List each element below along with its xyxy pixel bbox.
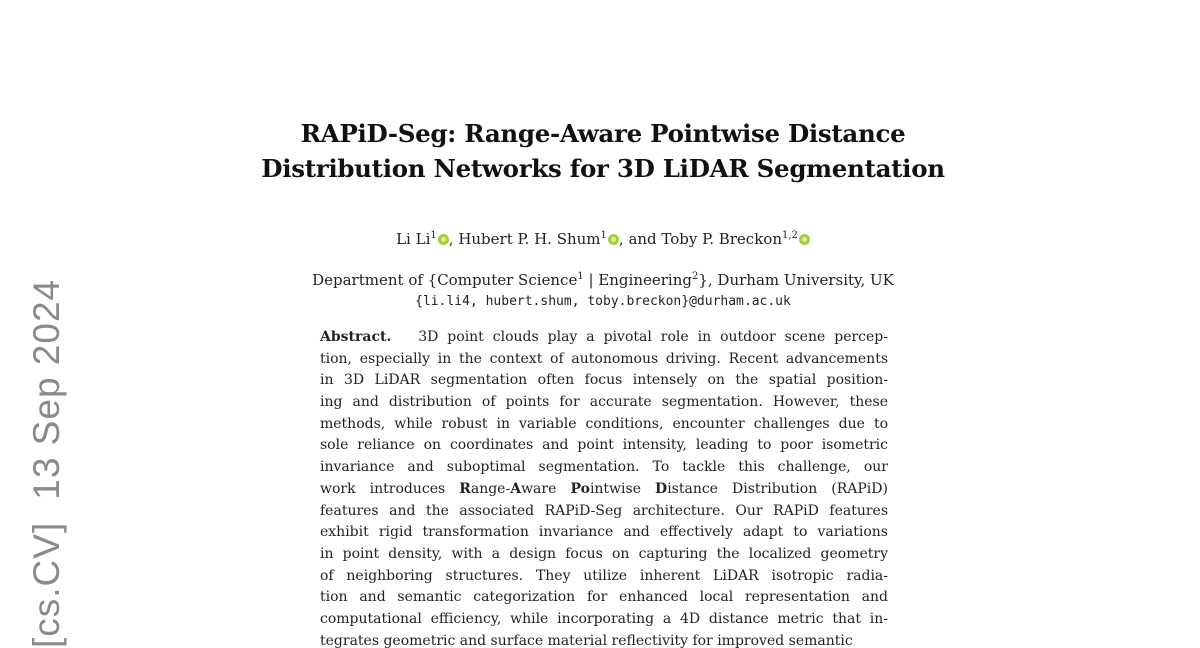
- paper-title: [200, 116, 1006, 186]
- abstract-line: ing and distribution of points for accurate segmentation. However, these: [320, 394, 888, 411]
- author-list: [200, 228, 1006, 250]
- abstract-line: tion, especially in the context of autonomous driving. Recent advancements: [320, 350, 888, 367]
- acronym-letter: R: [459, 480, 471, 497]
- author-separator: ,: [448, 230, 459, 248]
- abstract-line: [320, 479, 888, 501]
- orcid-icon[interactable]: [608, 234, 619, 245]
- abstract: [320, 327, 888, 648]
- abstract-line: tion and semantic categorization for enhanced local representation and: [320, 589, 888, 606]
- abstract-text: work introduces: [320, 480, 460, 497]
- abstract-text: istance Distribution (RAPiD): [667, 480, 888, 497]
- orcid-icon[interactable]: [799, 234, 810, 245]
- paper-title-line-2: Distribution Networks for 3D LiDAR Segmentation: [261, 154, 945, 183]
- affiliation-mark: 2: [691, 271, 699, 282]
- abstract-line: of neighboring structures. They utilize inherent LiDAR isotropic radia-: [320, 567, 888, 584]
- author-name: Hubert P. H. Shum: [458, 230, 601, 248]
- abstract-text: ware: [521, 480, 571, 497]
- arxiv-category: [cs.CV]: [26, 521, 67, 648]
- orcid-icon[interactable]: [438, 234, 449, 245]
- author-emails: {li.li4, hubert.shum, toby.breckon}@durham.ac.uk: [415, 294, 791, 309]
- abstract-line: in point density, with a design focus on capturing the localized geometry: [320, 545, 888, 562]
- acronym-letter: D: [655, 480, 668, 497]
- abstract-line: in 3D LiDAR segmentation often focus intensely on the spatial position-: [320, 372, 888, 389]
- abstract-line: exhibit rigid transformation invariance and effectively adapt to variations: [320, 524, 888, 541]
- abstract-heading: Abstract.: [320, 329, 392, 345]
- affiliation-suffix: }, Durham University, UK: [698, 271, 894, 289]
- arxiv-stamp: [22, 279, 72, 648]
- author-affiliation-mark: 1: [600, 230, 607, 241]
- abstract-line: invariance and suboptimal segmentation. To tackle this challenge, our: [320, 459, 888, 476]
- author-separator: , and: [618, 230, 662, 248]
- affiliation-mark: 1: [577, 271, 584, 282]
- abstract-line: tegrates geometric and surface material reflectivity for improved semantic: [320, 632, 853, 648]
- abstract-text: 3D point clouds play a pivotal role in outdoor scene percep-: [418, 329, 888, 345]
- acronym-letter: A: [510, 480, 522, 497]
- author-name: Li Li: [396, 230, 431, 248]
- author-affiliation-mark: 1,2: [781, 230, 798, 241]
- abstract-line: sole reliance on coordinates and point intensity, leading to poor isometric: [320, 437, 888, 454]
- abstract-line: features and the associated RAPiD-Seg architecture. Our RAPiD features: [320, 502, 888, 519]
- abstract-text: intwise: [589, 480, 656, 497]
- abstract-text: ange-: [470, 480, 511, 497]
- abstract-line: [320, 327, 888, 349]
- paper-title-line-1: RAPiD-Seg: Range-Aware Pointwise Distance: [300, 119, 906, 148]
- acronym-letter: Po: [570, 480, 590, 497]
- abstract-line: methods, while robust in variable conditions, encounter challenges due to: [320, 415, 888, 432]
- affiliation-middle: | Engineering: [583, 271, 692, 289]
- author-name: Toby P. Breckon: [661, 230, 782, 248]
- affiliation: [200, 270, 1006, 291]
- abstract-line: computational efficiency, while incorporating a 4D distance metric that in-: [320, 610, 888, 627]
- author-affiliation-mark: 1: [430, 230, 437, 241]
- affiliation-prefix: Department of {Computer Science: [312, 271, 578, 289]
- arxiv-date: 13 Sep 2024: [26, 278, 67, 500]
